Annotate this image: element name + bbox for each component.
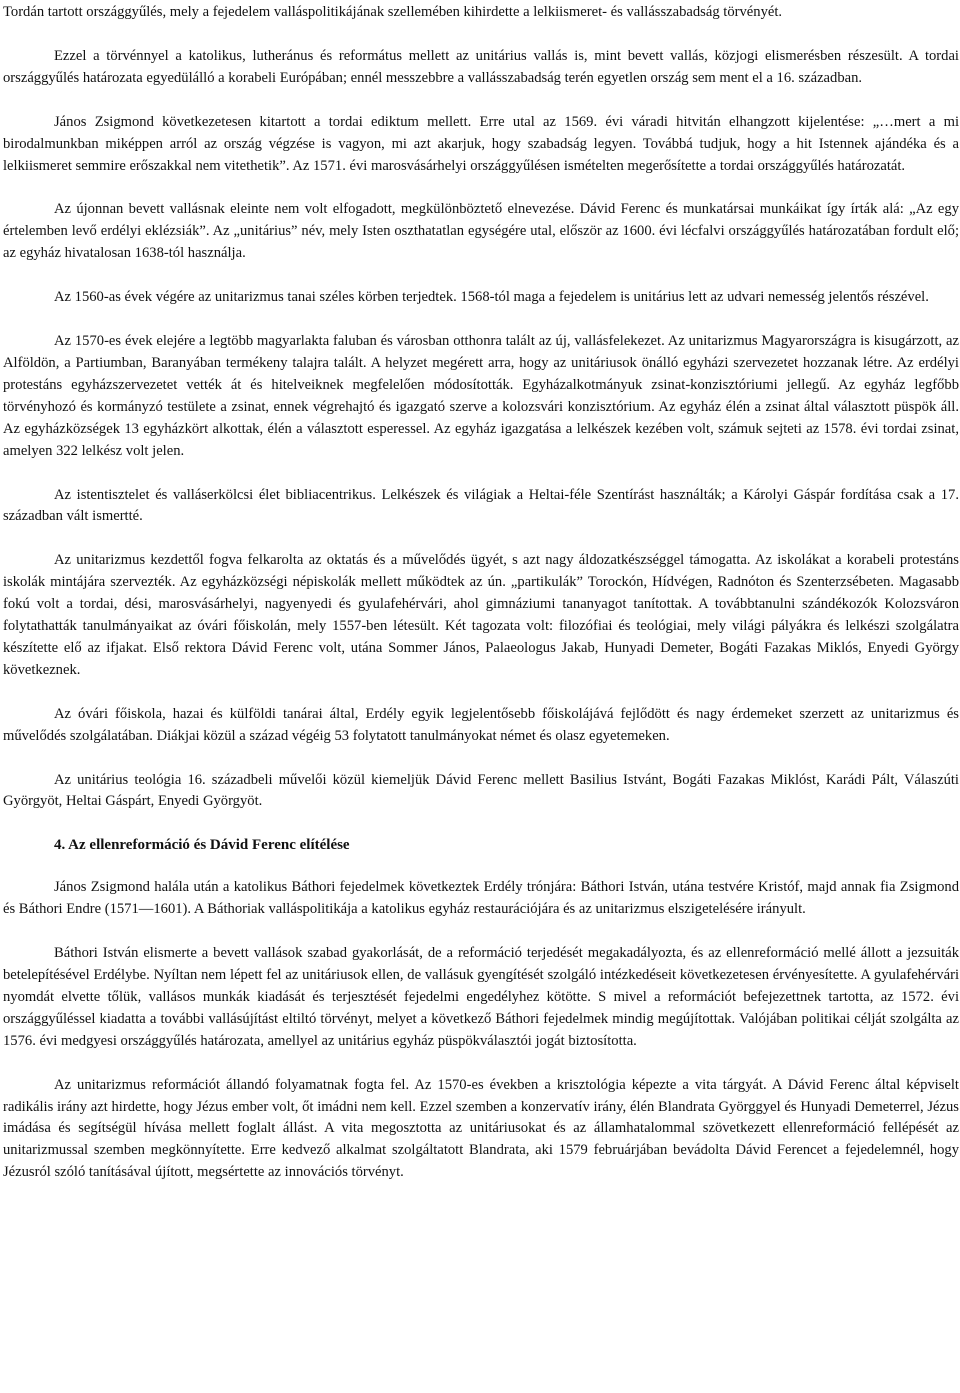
paragraph: Báthori István elismerte a bevett vallások szabad gyakorlását, de a reformáció terjedését megakadályozta, és az ellenreformáció mellé állott a jezsuiták betelepítésével Erdélybe. Nyíltan nem lépett fel az unitáriusok ellen, de vallásuk gyengítését szolgáló intézkedéseit következetesen érvényesítette. A gyulafehérvári nyomdát elvette tőlük, vallásos munkák kiadását és terjesztését fejedelmi engedélyhez kötötte. S mivel a reformációt befejezettnek tartotta, az 1572. évi országgyűléssel kiadatta a további vallásújítást eltiltó törvényt, melyet a következő Báthori fejedelmek mindig megújítottak. Valójában politikai célját szolgálta az 1576. évi medgyesi országgyűlés határozata, amellyel az unitárius egyház püspökválasztói jogát biztosította.: [3, 945, 959, 1049]
paragraph: Az óvári főiskola, hazai és külföldi tanárai által, Erdély egyik legjelentősebb főiskolájává fejlődött és nagy érdemeket szerzett az unitarizmus és művelődés szolgálatában. Diákjai közül a század végéig 53 folytatott tanulmányokat német és olasz egyetemeken.: [3, 705, 959, 744]
paragraph: Az unitarizmus reformációt állandó folyamatnak fogta fel. Az 1570-es években a krisztológia képezte a vita tárgyát. A Dávid Ferenc által képviselt radikális irány azt hirdette, hogy Jézus ember volt, őt imádni nem kell. Ezzel szemben a konzervatív irány, élén Blandrata Györggyel és Hunyadi Demeterrel, Jézus imádása és segítségül hívása mellett foglalt állást. A vita megosztotta az unitáriusokat és az államhatalommal szövetkezett ellenreformáció fellépését az unitarizmussal szemben megkönnyítette. Erre kedvező alkalmat szolgáltatott Blandrata, aki 1579 februárjában bevádolta Dávid Ferencet a fejedelemnél, hogy Jézusról szóló tanításával újított, megsértette az innovációs törvényt.: [3, 1076, 959, 1181]
section-heading: 4. Az ellenreformáció és Dávid Ferenc elítélése: [54, 837, 350, 854]
paragraph: Ezzel a törvénnyel a katolikus, lutheránus és református mellett az unitárius vallás is, mint bevett vallás, közjogi elismerésben részesült. A tordai országgyűlés határozata egyedülálló a korabeli Európában; ennél messzebbre a vallásszabadság terén egyetlen ország sem ment el a 16. században.: [3, 47, 959, 86]
paragraph: Az unitárius teológia 16. századbeli művelői közül kiemeljük Dávid Ferenc mellett Basilius Istvánt, Bogáti Fazakas Miklóst, Karádi Pált, Válaszúti Györgyöt, Heltai Gáspárt, Enyedi Györgyöt.: [3, 771, 959, 810]
paragraph: Az 1570-es évek elejére a legtöbb magyarlakta faluban és városban otthonra talált az új, vallásfelekezet. Az unitarizmus Magyarországra is kisugárzott, az Alföldön, a Partiumban, Baranyában termékeny talajra talált. A helyzet megérett arra, hogy az unitáriusok önálló egyházi szervezetet hozzanak létre. Az erdélyi protestáns egyházszervezetet vették át és hitelveiknek megfelelően módosították. Egyházalkotmányuk zsinat-konzisztóriumi jellegű. Az egyház legfőbb törvényhozó és kormányzó testülete a zsinat, ennek végrehajtó és igazgató szerve a kolozsvári konzisztórium. Az egyház élén a zsinat által választott püspök áll. Az egyházközségek 13 egyházkört alkottak, élén a választott esperessel. Az egyház igazgatása a lelkészek kezében volt, számuk sejteti az 1578. évi tordai zsinat, amelyen 322 lelkész volt jelen.: [3, 333, 959, 459]
paragraph: Az 1560-as évek végére az unitarizmus tanai széles körben terjedtek. 1568-tól maga a fejedelem is unitárius lett az udvari nemesség jelentős részével.: [54, 289, 929, 306]
paragraph: Tordán tartott országgyűlés, mely a fejedelem valláspolitikájának szellemében kihirdette a lelkiismeret- és vallásszabadság törvényét.: [3, 4, 783, 20]
paragraph: Az újonnan bevett vallásnak eleinte nem volt elfogadott, megkülönböztető elnevezése. Dávid Ferenc és munkatársai munkáikat így írták alá: „Az egy értelemben levő erdélyi eklézsiák”. Az „unitárius” név, mely Isten oszthatatlan egységére utal, először az 1600. évi lécfalvi országgyűlés határozatában fordult elő; az egyház hivatalosan 1638-tól használja.: [3, 201, 959, 262]
paragraph: Az unitarizmus kezdettől fogva felkarolta az oktatás és a művelődés ügyét, s azt nagy áldozatkészséggel támogatta. Az iskolákat a korabeli protestáns iskolák mintájára szervezték. Az egyházközségi népiskolák mellett működtek az ún. „partikulák” Torockón, Hídvégen, Radnóton és Szenterzsébeten. Magasabb fokú volt a tordai, dési, marosvásárhelyi, nagyenyedi és gyulafehérvári, ahol gimnáziumi tananyagot tanítottak. A továbbtanulni szándékozók Kolozsváron folytathatták tanulmányaikat az óvári főiskolán, mely 1557-ben létesült. Két tagozata volt: filozófiai és teológiai, mely világi pályákra és lelkészi szolgálatra készítette elő az ifjakat. Első rektora Dávid Ferenc volt, utána Sommer János, Palaeologus Jakab, Hunyadi Demeter, Bogáti Fazakas Miklós, Enyedi György következnek.: [3, 552, 959, 678]
paragraph: Az istentisztelet és valláserkölcsi élet bibliacentrikus. Lelkészek és világiak a Heltai-féle Szentírást használták; a Károlyi Gáspár fordítása csak a 17. században vált ismertté.: [3, 486, 959, 525]
paragraph: János Zsigmond halála után a katolikus Báthori fejedelmek következtek Erdély trónjára: Báthori István, utána testvére Kristóf, majd annak fia Zsigmond és Báthori Endre (1571—1601). A Báthoriak valláspolitikája a katolikus egyház restaurációjára és az unitarizmus elszigetelésére irányult.: [3, 879, 959, 918]
paragraph: János Zsigmond következetesen kitartott a tordai ediktum mellett. Erre utal az 1569. évi váradi hitvitán elhangzott kijelentése: „…mert a mi birodalmunkban miképpen arról az ország végzése is vagyon, mi azt akarjuk, hogy szabadság legyen. Továbbá tudjuk, hogy a hit Istennek ajándéka és a lelkiismeret semmire erőszakkal nem vitethetik”. Az 1571. évi marosvásárhelyi országgyűlésen ismételten megerősítette a tordai országgyűlés határozatát.: [3, 113, 959, 174]
